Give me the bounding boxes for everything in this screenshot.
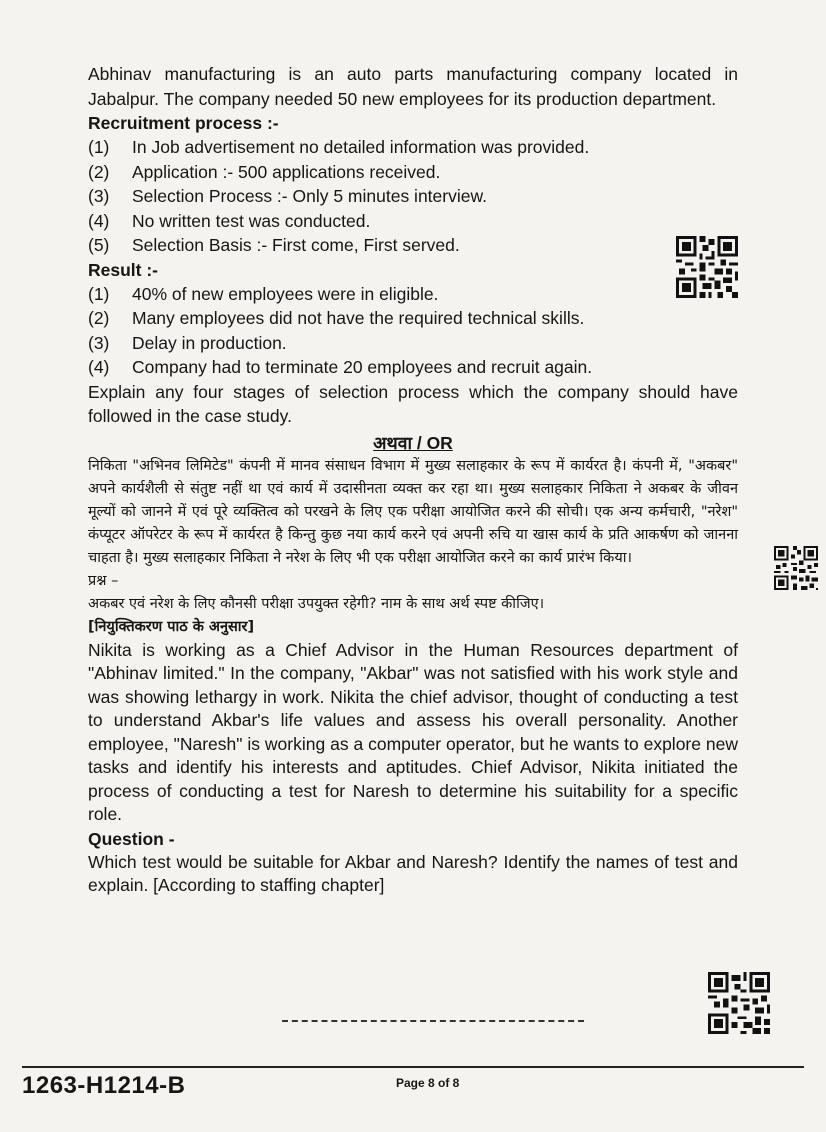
footer-rule (22, 1066, 804, 1068)
list-item: (4) Company had to terminate 20 employees and recruit again. (88, 357, 593, 377)
english-paragraph: Nikita is working as a Chief Advisor in the Human Resources department of "Abhinav limited." In the company, "Akbar" was not satisfied with his work style and was showing lethargy in work. Nikita the chief advisor, thought of conducting a test to understand Akbar's life values and assess his overall personality. Another employee, "Naresh" is working as a computer operator, but he wants to explore new tasks and identify his interests and aptitudes. Chief Advisor, Nikita initiated the process of conducting a test for Naresh to determine his suitability for a specific role. (88, 639, 738, 824)
hindi-paragraph: निकिता "अभिनव लिमिटेड" कंपनी में मानव संसाधन विभाग में मुख्य सलाहकार के रूप में कार्यरत है। कंपनी में, "अकबर" अपने कार्यशैली से संतुष्ट नहीं था एवं कार्य में उदासीनता व्यक्त कर रहा था। मुख्य सलाहकार निकिता ने अकबर के जीवन मूल्यों को जानने में एवं पूरे व्यक्तित्व को परखने के लिए एक परीक्षा आयोजित करने की सोची। एक अन्य कर्मचारी, "नरेश" कंप्यूटर ऑपरेटर के रूप में कार्यरत है किन्तु कुछ नया कार्य करने एवं अपनी रुचि या खास कार्य के प्रति आकर्षण को जानना चाहता है। मुख्य सलाहकार निकिता ने नरेश के लिए भी एक परीक्षा आयोजित करने का कार्य प्रारंभ किया। (88, 457, 738, 566)
recruitment-heading: Recruitment process :- (88, 113, 279, 133)
list-item: (3) Selection Process :- Only 5 minutes interview. (88, 186, 488, 206)
list-item: (1) In Job advertisement no detailed information was provided. (88, 137, 590, 157)
list-item: (1) 40% of new employees were in eligible. (88, 283, 439, 304)
hindi-question: अकबर एवं नरेश के लिए कौनसी परीक्षा उपयुक्त रहेगी? नाम के साथ अर्थ स्पष्ट कीजिए। (88, 595, 545, 612)
result-heading: Result :- (88, 259, 158, 280)
list-item: (2) Application :- 500 applications received. (88, 161, 441, 182)
case-question: Explain any four stages of selection process which the company should have followed in the case study. (88, 381, 738, 426)
or-divider: अथवा / OR (373, 432, 453, 453)
qr-code-icon (774, 546, 818, 590)
list-item: (5) Selection Basis :- First come, First served. (88, 235, 460, 255)
page-number: Page 8 of 8 (396, 1076, 460, 1090)
case-intro: Abhinav manufacturing is an auto parts manufacturing company located in Jabalpur. The company needed 50 new employees for its production department. (88, 64, 738, 109)
qr-code-icon (708, 972, 770, 1034)
english-question: Which test would be suitable for Akbar and Naresh? Identify the names of test and explain. [According to staffing chapter] (88, 851, 738, 895)
qr-code-icon (676, 236, 738, 298)
hindi-question-label: प्रश्न – (88, 572, 119, 589)
list-item: (4) No written test was conducted. (88, 210, 371, 231)
hindi-reference: [नियुक्तिकरण पाठ के अनुसार] (88, 618, 255, 635)
dashed-divider (282, 1020, 584, 1022)
paper-code: 1263-H1214-B (22, 1072, 186, 1099)
result-list (88, 282, 738, 380)
question-content (88, 62, 738, 898)
recruitment-list (88, 135, 738, 258)
list-item: (3) Delay in production. (88, 332, 287, 353)
list-item: (2) Many employees did not have the required technical skills. (88, 308, 585, 328)
english-question-label: Question - (88, 828, 175, 849)
